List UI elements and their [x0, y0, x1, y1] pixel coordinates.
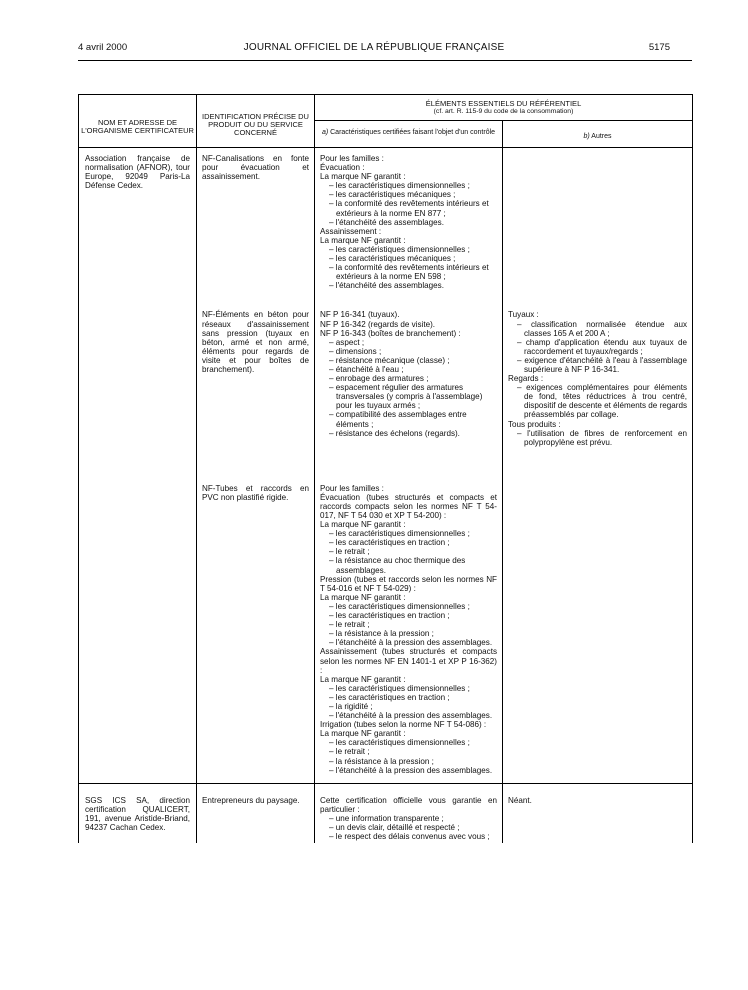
col-certified-marker: a)	[321, 129, 329, 136]
col-other-header: b) Autres	[503, 121, 693, 148]
certified-landscape: Cette certification officielle vous garantie en particulier : – une information transparente ; – un devis clair, détaillé et respecté ; – le respect des délais convenus avec vous ;	[315, 783, 503, 843]
other-landscape: Néant.	[503, 783, 693, 843]
certified-cast-iron: Pour les familles : Évacuation : La marque NF garantit : – les caractéristiques dimensionnelles ; – les caractéristiques mécaniques ; – la conformité des revêtements intérieurs et extérieurs à la norme EN 877 ; – l'étanchéité des assemblages. Assainissement : La marque NF garantit : – les caractéristiques dimensionnelles ; – les caractéristiques mécaniques ; – la conformité des revêtements intérieurs et extérieurs à la norme EN 598 ; – l'étanchéité des assemblages.	[315, 148, 503, 299]
other-pvc	[503, 474, 693, 784]
header-journal-title: JOURNAL OFFICIEL DE LA RÉPUBLIQUE FRANÇAISE	[243, 42, 505, 53]
col-certified-header: a) Caractéristiques certifiées faisant l'objet d'un contrôle	[315, 121, 503, 148]
col-elements-header: ÉLÉMENTS ESSENTIELS DU RÉFÉRENTIEL (cf. art. R. 115-9 du code de la consommation)	[315, 95, 693, 121]
col-other-marker: b)	[583, 133, 590, 140]
header-date: 4 avril 2000	[78, 42, 128, 53]
other-concrete: Tuyaux : – classification normalisée étendue aux classes 165 A et 200 A ; – champ d'application étendu aux tuyaux de raccordement et tuyaux/regards ; – exigence d'étanchéité à l'eau à l'assemblage supérieure à NF P 16-341. Regards : – exigences complémentaires pour éléments de fond, têtes réductrices à trou centré, dispositif de descente et éléments de regards préassemblés par collage. Tous produits : – l'utilisation de fibres de renforcement en polypropylène est prévu.	[503, 298, 693, 473]
product-cast-iron: NF-Canalisations en fonte pour évacuation et assainissement.	[197, 148, 315, 299]
product-pvc: NF-Tubes et raccords en PVC non plastifié rigide.	[197, 474, 315, 784]
row-afnor-cast-iron	[79, 148, 693, 299]
product-concrete: NF-Éléments en béton pour réseaux d'assainissement sans pression (tuyaux en béton, armé et non armé, éléments pour regards de visite et pour boîtes de branchement).	[197, 298, 315, 473]
header-rule	[78, 60, 692, 61]
certified-pvc: Pour les familles : Évacuation (tubes structurés et compacts et raccords compacts selon les normes NF T 54-017, NF T 54 030 et XP T 54-200) : La marque NF garantit : – les caractéristiques dimensionnelles ; – les caractéristiques en traction ; – le retrait ; – la résistance au choc thermique des assemblages. Pression (tubes et raccords selon les normes NF T 54-016 et NF T 54-029) : La marque NF garantit : – les caractéristiques dimensionnelles ; – les caractéristiques en traction ; – le retrait ; – la résistance à la pression ; – l'étanchéité à la pression des assemblages. Assainissement (tubes structurés et compacts selon les normes NF EN 1401-1 et XP P 16-362) : La marque NF garantit : – les caractéristiques dimensionnelles ; – les caractéristiques en traction ; – la rigidité ; – l'étanchéité à la pression des assemblages. Irrigation (tubes selon la norme NF T 54-086) : La marque NF garantit : – les caractéristiques dimensionnelles ; – le retrait ; – la résistance à la pression ; – l'étanchéité à la pression des assemblages.	[315, 474, 503, 784]
header-page-number: 5175	[648, 42, 670, 53]
product-landscape: Entrepreneurs du paysage.	[197, 783, 315, 843]
col-org-header: NOM ET ADRESSE DE L'ORGANISME CERTIFICATEUR	[79, 95, 197, 148]
certification-table	[78, 94, 693, 843]
col-elements-subheader: (cf. art. R. 115-9 du code de la consommation)	[433, 108, 574, 115]
org-afnor: Association française de normalisation (AFNOR), tour Europe, 92049 Paris-La Défense Cedex.	[79, 148, 197, 784]
certified-concrete: NF P 16-341 (tuyaux). NF P 16-342 (regards de visite). NF P 16-343 (boîtes de branchement) : – aspect ; – dimensions ; – résistance mécanique (classe) ; – étanchéité à l'eau ; – enrobage des armatures ; – espacement régulier des armatures transversales (y compris à l'assemblage) pour les tuyaux armés ; – compatibilité des assemblages entre éléments ; – résistance des échelons (regards).	[315, 298, 503, 473]
other-cast-iron	[503, 148, 693, 299]
org-sgs: SGS ICS SA, direction certification QUALICERT, 191, avenue Aristide-Briand, 94237 Cachan Cedex.	[79, 783, 197, 843]
col-product-header: IDENTIFICATION PRÉCISE DU PRODUIT OU DU SERVICE CONCERNÉ	[197, 95, 315, 148]
row-sgs-landscape	[79, 783, 693, 843]
